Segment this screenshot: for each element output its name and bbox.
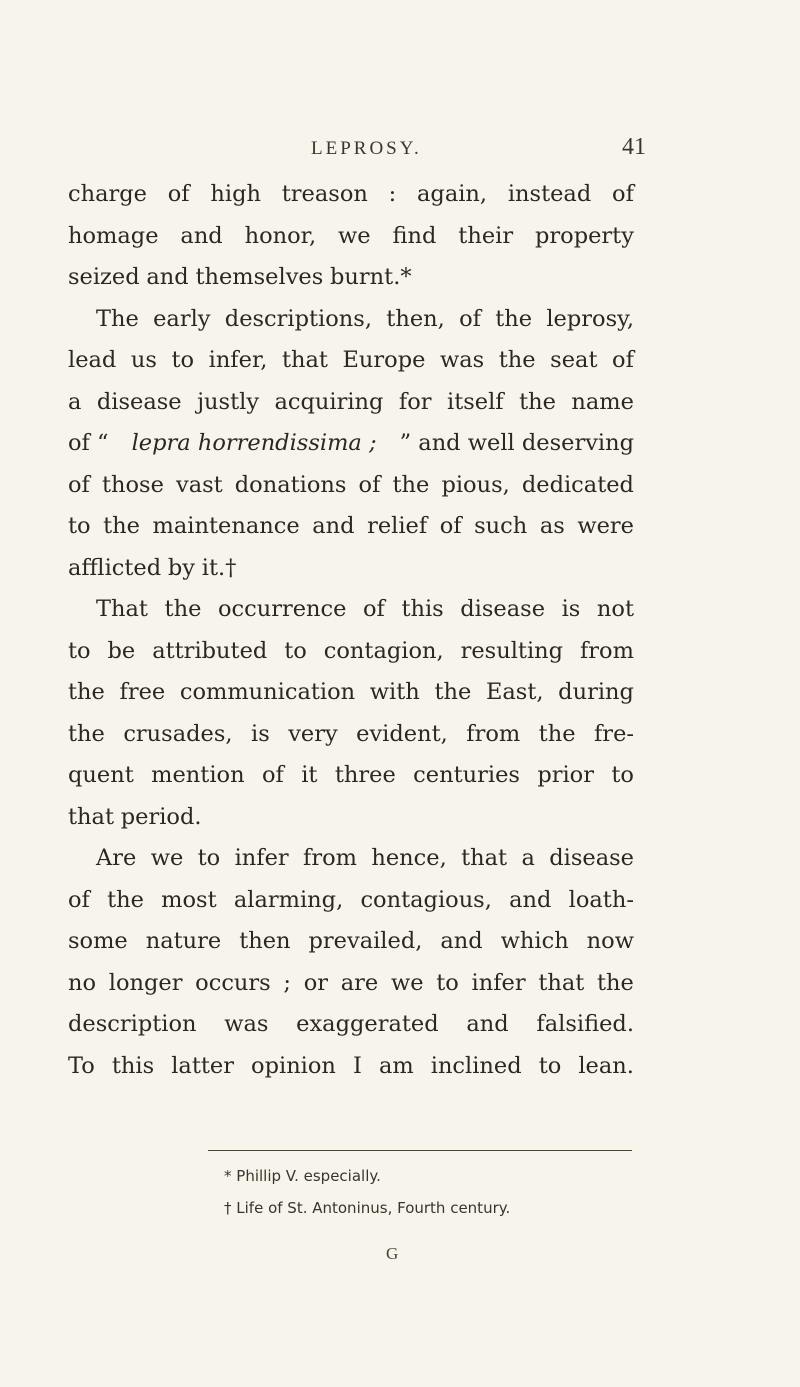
text-line: the crusades, is very evident, from the fre- [68,720,634,747]
text-line: to the maintenance and relief of such as were [68,513,634,539]
text-line: the free communication with the East, during [68,679,634,705]
text-line: To this latter opinion I am inclined to lean. [68,1052,634,1079]
text-line: Are we to infer from hence, that a disease [96,845,634,871]
signature-mark: G [386,1244,399,1263]
text-line: That the occurrence of this disease is not [96,596,634,622]
text-line: quent mention of it three centuries prior to [68,762,634,788]
text-line: charge of high treason : again, instead of [68,181,634,207]
quote-prefix: of “ [68,430,109,456]
text-line: afflicted by it.† [68,554,237,581]
footnote: * Phillip V. especially. [224,1167,381,1185]
text-line: lead us to infer, that Europe was the seat of [68,347,634,373]
body-text [68,174,634,1087]
text-line: some nature then prevailed, and which now [68,928,634,954]
footnotes [224,1160,644,1224]
text-line: seized and themselves burnt.* [68,264,412,290]
text-line: of the most alarming, contagious, and loath- [68,886,634,913]
text-line: The early descriptions, then, of the leprosy, [96,305,634,332]
quote-suffix: ” and well deserving [399,430,634,456]
text-line: that period. [68,803,202,830]
text-line: description was exaggerated and falsified. [68,1011,634,1037]
text-line: a disease justly acquiring for itself the name [68,388,634,415]
latin-term: lepra horrendissima ; [131,430,377,456]
text-line-with-italic [68,423,634,465]
text-line: homage and honor, we find their property [68,222,634,249]
text-line: of those vast donations of the pious, dedicated [68,471,634,498]
footnote: † Life of St. Antoninus, Fourth century. [224,1199,511,1217]
text-line: to be attributed to contagion, resulting from [68,637,634,664]
text-line: no longer occurs ; or are we to infer that the [68,969,634,996]
footnote-rule [208,1150,632,1151]
running-title: LEPROSY. [311,138,422,159]
page-number: 41 [622,134,646,160]
running-head [0,134,800,168]
